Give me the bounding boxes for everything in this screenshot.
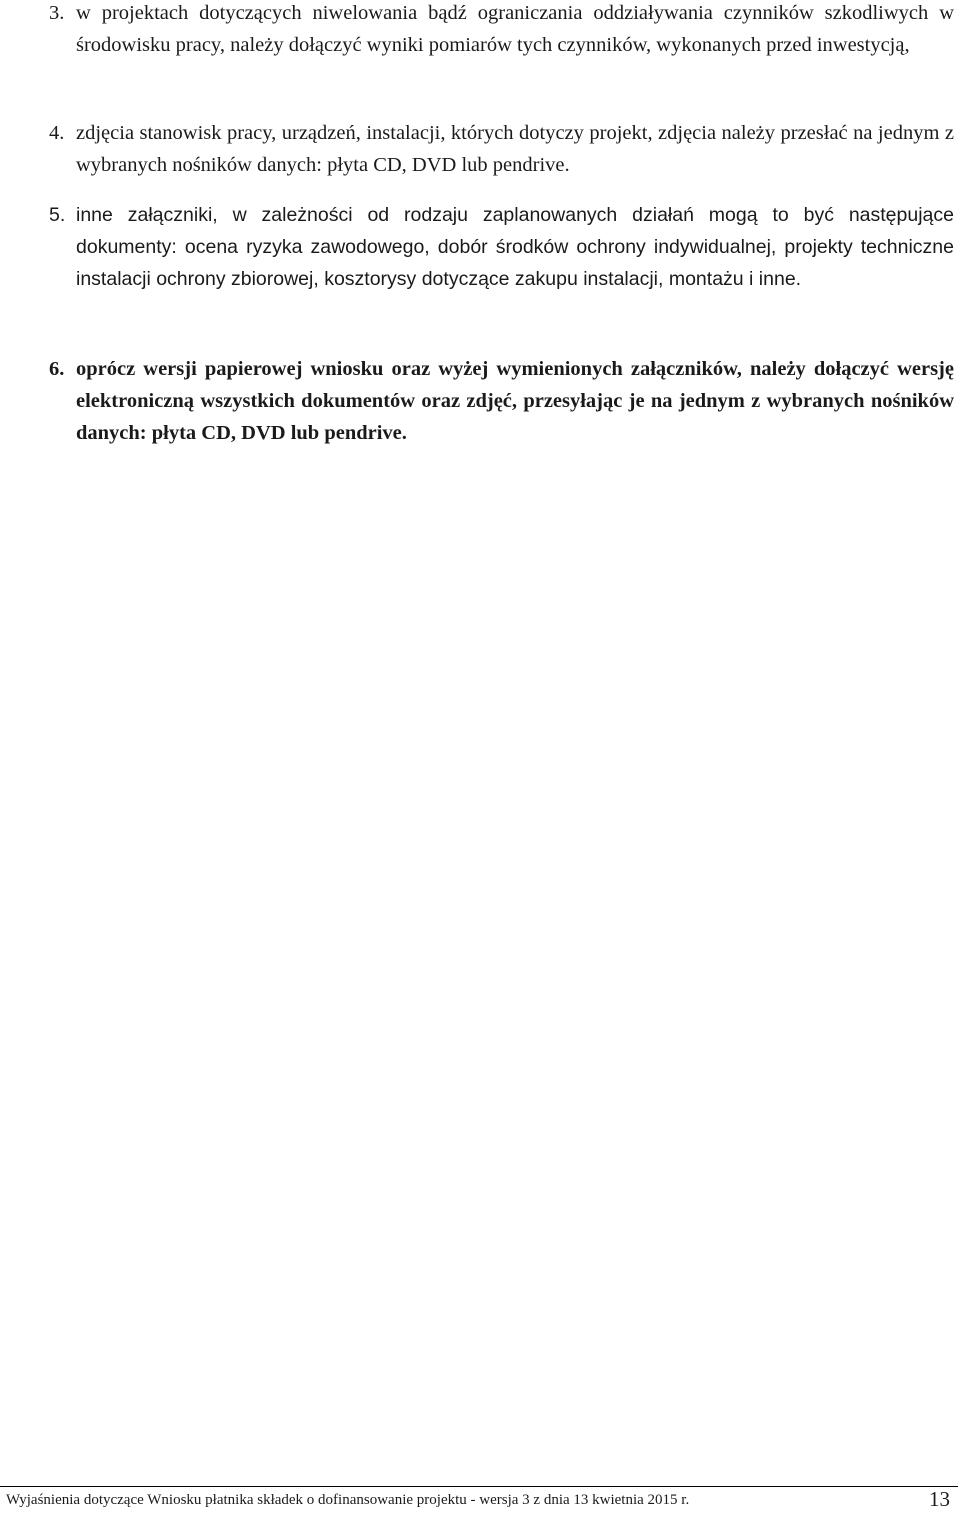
page-number: 13 (929, 1487, 950, 1511)
list-item-text: zdjęcia stanowisk pracy, urządzeń, instalacji, których dotyczy projekt, zdjęcia należy przesłać na jednym z wybranych nośników danych: płyta CD, DVD lub pendrive. (76, 122, 954, 176)
footer-divider (0, 1486, 958, 1487)
list-item-number: 6. (49, 358, 65, 380)
list-item (40, 353, 954, 449)
list-item-number: 5. (49, 204, 66, 226)
list-item-text: inne załączniki, w zależności od rodzaju zaplanowanych działań mogą to być następujące dokumenty: ocena ryzyka zawodowego, dobór środków ochrony indywidualnej, projekty techniczne instalacji ochrony zbiorowej, kosztorysy dotyczące zakupu instalacji, montażu i inne. (76, 204, 954, 290)
list-item (40, 117, 954, 181)
list-item-number: 4. (49, 122, 65, 144)
list-item-number: 3. (49, 2, 65, 24)
list-item-text: oprócz wersji papierowej wniosku oraz wyżej wymienionych załączników, należy dołączyć wersję elektroniczną wszystkich dokumentów oraz zdjęć, przesyłając je na jednym z wybranych nośników danych: płyta CD, DVD lub pendrive. (76, 358, 954, 444)
list-item (40, 199, 954, 295)
page-footer (0, 1486, 960, 1514)
list-item (40, 0, 954, 61)
footer-text: Wyjaśnienia dotyczące Wniosku płatnika składek o dofinansowanie projektu - wersja 3 z dnia 13 kwietnia 2015 r. (6, 1492, 690, 1508)
list-item-text: w projektach dotyczących niwelowania bądź ograniczania oddziaływania czynników szkodliwych w środowisku pracy, należy dołączyć wyniki pomiarów tych czynników, wykonanych przed inwestycją, (76, 2, 954, 56)
